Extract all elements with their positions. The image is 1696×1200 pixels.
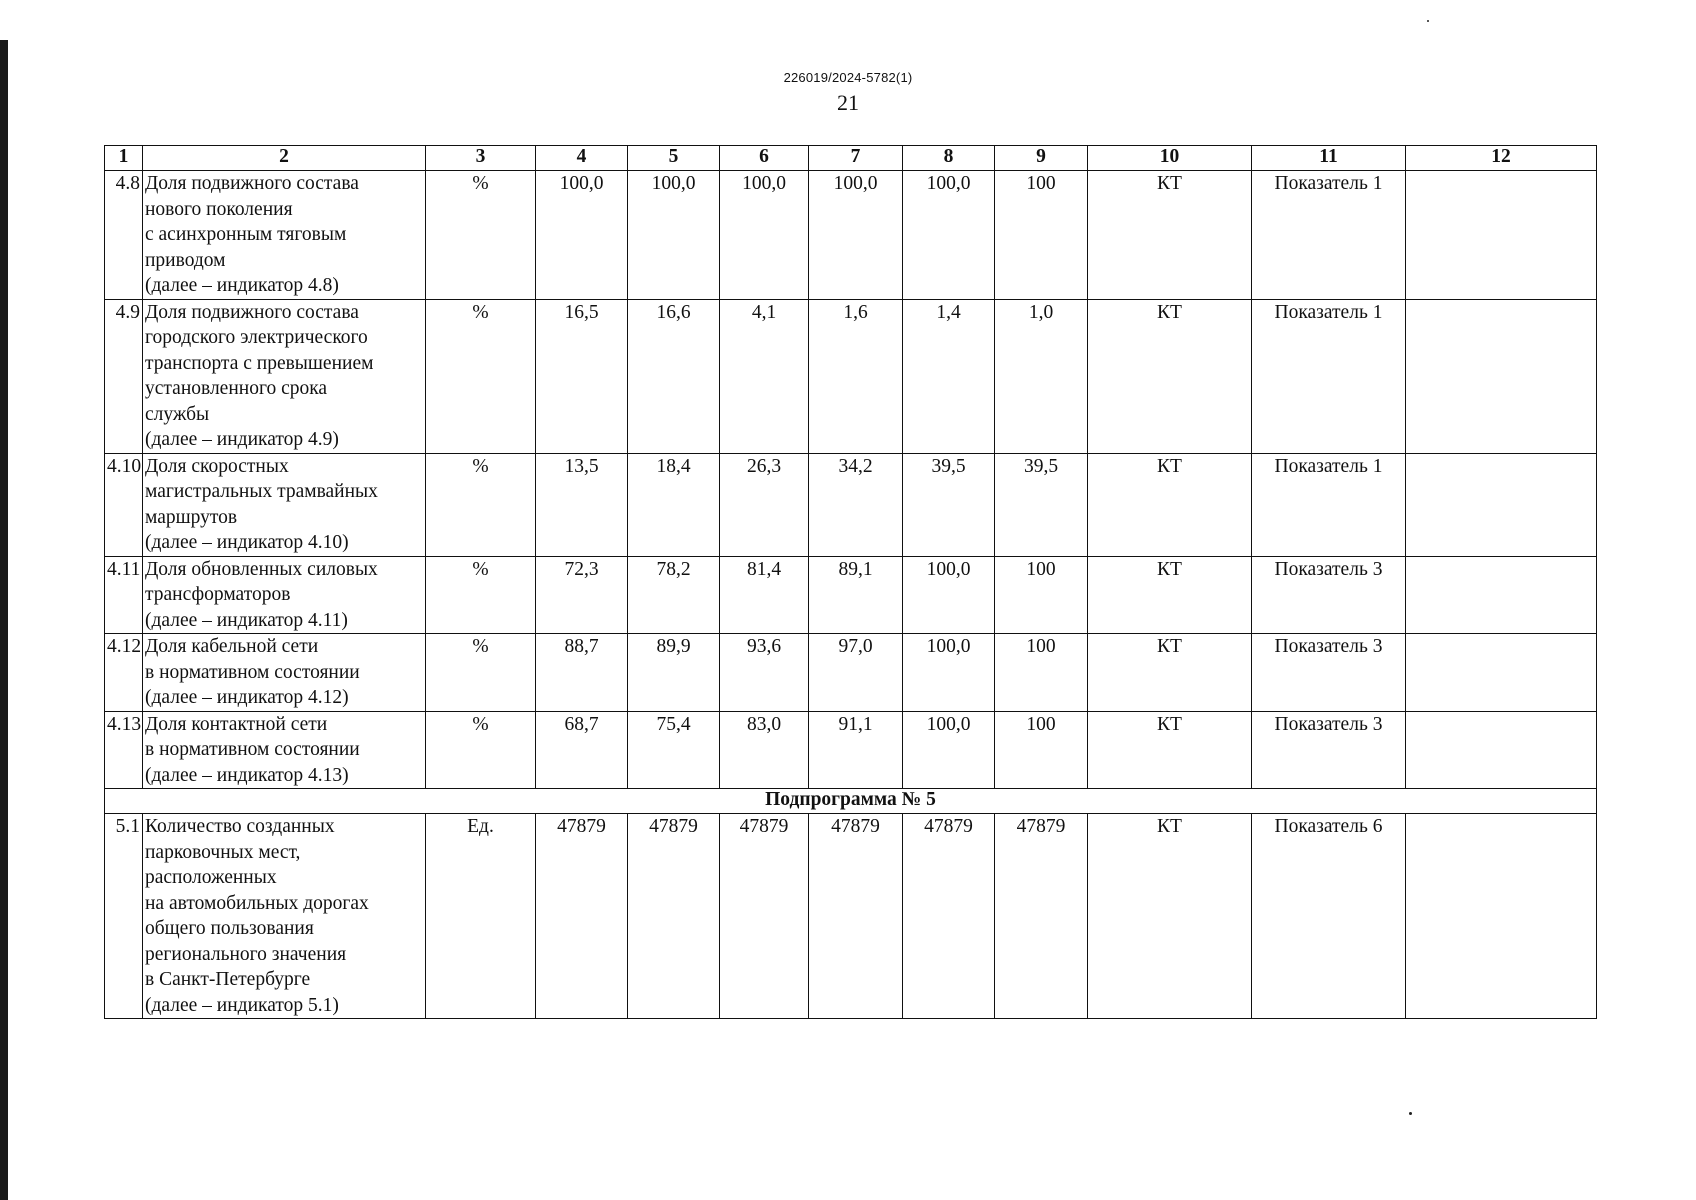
indicator-name-line: с асинхронным тяговым — [145, 224, 347, 245]
indicator-name-line: Доля подвижного состава — [145, 301, 359, 323]
indicator-name-line: Доля скоростных — [145, 455, 289, 477]
page-number: 21 — [837, 90, 859, 115]
indicator-name — [143, 814, 426, 1019]
responsible-cell: КТ — [1088, 453, 1252, 556]
table-body-section-5 — [105, 814, 1597, 1019]
value-col-6: 47879 — [720, 814, 809, 1019]
column-header-4: 4 — [536, 146, 628, 171]
note-cell — [1406, 556, 1597, 634]
column-header-10: 10 — [1088, 146, 1252, 171]
column-header-8: 8 — [903, 146, 995, 171]
indicator-link-cell: Показатель 6 — [1252, 814, 1406, 1019]
table-row — [105, 711, 1597, 789]
unit-cell: % — [426, 171, 536, 300]
indicator-name — [143, 299, 426, 453]
indicator-name-line: городского электрического — [145, 327, 368, 348]
value-col-5: 78,2 — [628, 556, 720, 634]
value-col-6: 83,0 — [720, 711, 809, 789]
value-col-4: 16,5 — [536, 299, 628, 453]
indicator-link-cell: Показатель 3 — [1252, 711, 1406, 789]
scan-speck — [1409, 1112, 1412, 1115]
indicator-number: 5.1 — [105, 814, 143, 1019]
responsible-cell: КТ — [1088, 711, 1252, 789]
value-col-7: 47879 — [809, 814, 903, 1019]
indicator-name-line: установленного срока — [145, 378, 328, 399]
indicator-name-line: в Санкт-Петербурге — [145, 969, 311, 990]
indicator-name-line: расположенных — [145, 867, 277, 888]
table-row — [105, 814, 1597, 1019]
value-col-8: 100,0 — [903, 634, 995, 712]
value-col-5: 16,6 — [628, 299, 720, 453]
indicator-link-cell: Показатель 1 — [1252, 453, 1406, 556]
value-col-8: 1,4 — [903, 299, 995, 453]
note-cell — [1406, 814, 1597, 1019]
note-cell — [1406, 453, 1597, 556]
column-header-1: 1 — [105, 146, 143, 171]
scan-speck — [1427, 20, 1429, 22]
indicator-link-cell: Показатель 3 — [1252, 634, 1406, 712]
table-row — [105, 453, 1597, 556]
indicator-name-line: приводом — [145, 249, 226, 271]
table-row — [105, 634, 1597, 712]
indicator-name-line: транспорта с превышением — [145, 352, 374, 374]
column-header-6: 6 — [720, 146, 809, 171]
indicator-name — [143, 171, 426, 300]
value-col-6: 93,6 — [720, 634, 809, 712]
value-col-6: 100,0 — [720, 171, 809, 300]
indicator-name-line: (далее – индикатор 5.1) — [145, 994, 339, 1016]
responsible-cell: КТ — [1088, 299, 1252, 453]
column-header-11: 11 — [1252, 146, 1406, 171]
unit-cell: % — [426, 711, 536, 789]
indicator-name-line: (далее – индикатор 4.9) — [145, 429, 339, 450]
value-col-8: 100,0 — [903, 171, 995, 300]
table-body-subprogram — [105, 789, 1597, 814]
unit-cell: Ед. — [426, 814, 536, 1019]
column-header-5: 5 — [628, 146, 720, 171]
note-cell — [1406, 634, 1597, 712]
indicator-name — [143, 634, 426, 712]
indicator-name-line: в нормативном состоянии — [145, 661, 360, 683]
value-col-9: 100 — [995, 634, 1088, 712]
value-col-8: 39,5 — [903, 453, 995, 556]
unit-cell: % — [426, 453, 536, 556]
indicator-number: 4.10 — [105, 453, 143, 556]
column-header-9: 9 — [995, 146, 1088, 171]
value-col-7: 91,1 — [809, 711, 903, 789]
value-col-7: 89,1 — [809, 556, 903, 634]
indicators-table — [104, 145, 1597, 1019]
subprogram-row — [105, 789, 1597, 814]
value-col-5: 89,9 — [628, 634, 720, 712]
indicator-name-line: маршрутов — [145, 506, 238, 528]
value-col-4: 68,7 — [536, 711, 628, 789]
indicator-link-cell: Показатель 1 — [1252, 299, 1406, 453]
indicator-name-line: (далее – индикатор 4.11) — [145, 609, 348, 631]
responsible-cell: КТ — [1088, 634, 1252, 712]
value-col-5: 75,4 — [628, 711, 720, 789]
value-col-6: 81,4 — [720, 556, 809, 634]
value-col-5: 18,4 — [628, 453, 720, 556]
table-body-section-4 — [105, 171, 1597, 789]
indicator-name-line: Доля контактной сети — [145, 713, 328, 735]
scan-edge — [0, 40, 8, 1200]
value-col-4: 100,0 — [536, 171, 628, 300]
indicator-number: 4.9 — [105, 299, 143, 453]
header-row — [105, 146, 1597, 171]
unit-cell: % — [426, 634, 536, 712]
indicator-name-line: общего пользования — [145, 918, 314, 939]
responsible-cell: КТ — [1088, 556, 1252, 634]
responsible-cell: КТ — [1088, 814, 1252, 1019]
indicator-number: 4.8 — [105, 171, 143, 300]
indicator-link-cell: Показатель 3 — [1252, 556, 1406, 634]
value-col-9: 47879 — [995, 814, 1088, 1019]
indicator-name-line: нового поколения — [145, 198, 293, 220]
value-col-5: 47879 — [628, 814, 720, 1019]
column-header-7: 7 — [809, 146, 903, 171]
value-col-4: 72,3 — [536, 556, 628, 634]
note-cell — [1406, 171, 1597, 300]
value-col-9: 39,5 — [995, 453, 1088, 556]
value-col-4: 88,7 — [536, 634, 628, 712]
indicator-name-line: (далее – индикатор 4.12) — [145, 687, 349, 708]
indicator-name-line: (далее – индикатор 4.13) — [145, 764, 349, 786]
value-col-4: 47879 — [536, 814, 628, 1019]
indicator-name-line: на автомобильных дорогах — [145, 892, 369, 914]
indicator-name-line: службы — [145, 403, 210, 425]
note-cell — [1406, 711, 1597, 789]
table-row — [105, 171, 1597, 300]
indicator-name — [143, 711, 426, 789]
unit-cell: % — [426, 556, 536, 634]
indicator-name-line: магистральных трамвайных — [145, 481, 378, 502]
value-col-9: 1,0 — [995, 299, 1088, 453]
value-col-5: 100,0 — [628, 171, 720, 300]
table-row — [105, 299, 1597, 453]
unit-cell: % — [426, 299, 536, 453]
indicator-number: 4.13 — [105, 711, 143, 789]
indicator-name-line: Доля обновленных силовых — [145, 558, 378, 580]
value-col-8: 47879 — [903, 814, 995, 1019]
value-col-7: 34,2 — [809, 453, 903, 556]
value-col-7: 1,6 — [809, 299, 903, 453]
value-col-7: 100,0 — [809, 171, 903, 300]
column-header-12: 12 — [1406, 146, 1597, 171]
value-col-9: 100 — [995, 711, 1088, 789]
table-row — [105, 556, 1597, 634]
indicator-name — [143, 556, 426, 634]
indicator-name-line: Доля кабельной сети — [145, 636, 319, 657]
indicator-name-line: Доля подвижного состава — [145, 173, 359, 194]
indicator-name-line: трансформаторов — [145, 584, 291, 605]
indicator-name-line: в нормативном состоянии — [145, 739, 360, 760]
value-col-6: 4,1 — [720, 299, 809, 453]
column-header-2: 2 — [143, 146, 426, 171]
indicator-name-line: (далее – индикатор 4.10) — [145, 532, 349, 553]
value-col-8: 100,0 — [903, 711, 995, 789]
value-col-7: 97,0 — [809, 634, 903, 712]
responsible-cell: КТ — [1088, 171, 1252, 300]
indicator-name — [143, 453, 426, 556]
indicator-number: 4.11 — [105, 556, 143, 634]
column-header-3: 3 — [426, 146, 536, 171]
note-cell — [1406, 299, 1597, 453]
document-id: 226019/2024-5782(1) — [783, 70, 913, 85]
indicator-name-line: Количество созданных — [145, 816, 335, 837]
value-col-9: 100 — [995, 556, 1088, 634]
indicator-name-line: регионального значения — [145, 943, 347, 965]
value-col-4: 13,5 — [536, 453, 628, 556]
subprogram-title: Подпрограмма № 5 — [105, 789, 1597, 814]
indicator-link-cell: Показатель 1 — [1252, 171, 1406, 300]
indicator-number: 4.12 — [105, 634, 143, 712]
indicator-name-line: (далее – индикатор 4.8) — [145, 275, 339, 296]
value-col-9: 100 — [995, 171, 1088, 300]
value-col-8: 100,0 — [903, 556, 995, 634]
indicator-name-line: парковочных мест, — [145, 841, 301, 863]
value-col-6: 26,3 — [720, 453, 809, 556]
